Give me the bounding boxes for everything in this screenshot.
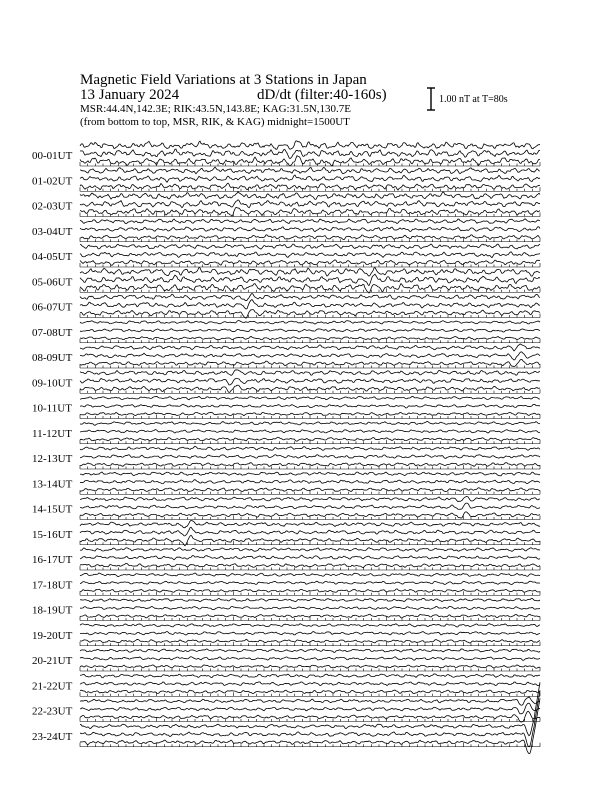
hour-label: 16-17UT bbox=[32, 554, 73, 566]
trace-rik bbox=[80, 227, 540, 232]
hour-label: 10-11UT bbox=[32, 402, 72, 415]
trace-kag bbox=[80, 421, 540, 425]
trace-kag bbox=[80, 293, 540, 300]
hour-label: 07-08UT bbox=[32, 326, 73, 339]
trace-kag bbox=[80, 268, 540, 277]
trace-rik bbox=[80, 631, 540, 635]
hour-label: 15-16UT bbox=[32, 528, 73, 541]
trace-kag bbox=[80, 548, 540, 552]
station-order-note: (from bottom to top, MSR, RIK, & KAG) midnight=1500UT bbox=[80, 116, 350, 128]
hour-label: 05-06UT bbox=[32, 276, 73, 289]
trace-rik bbox=[80, 175, 540, 182]
trace-kag bbox=[80, 396, 540, 399]
trace-rik bbox=[80, 480, 540, 484]
trace-rik bbox=[80, 503, 540, 509]
chart-quantity: dD/dt (filter:40-160s) bbox=[257, 87, 387, 103]
trace-kag bbox=[80, 573, 540, 577]
trace-rik bbox=[80, 555, 540, 560]
hour-label: 21-22UT bbox=[32, 680, 73, 693]
chart-title: Magnetic Field Variations at 3 Stations in Japan bbox=[80, 72, 367, 88]
trace-rik bbox=[80, 455, 540, 459]
trace-rik bbox=[80, 703, 540, 714]
hour-label: 01-02UT bbox=[32, 175, 73, 188]
trace-kag bbox=[80, 141, 540, 149]
hour-label: 12-13UT bbox=[32, 453, 73, 465]
trace-kag bbox=[80, 497, 540, 502]
trace-rik bbox=[80, 378, 540, 385]
hour-label: 00-01UT bbox=[32, 150, 73, 162]
hour-label: 13-14UT bbox=[32, 478, 73, 491]
chart-date: 13 January 2024 bbox=[80, 87, 180, 103]
trace-kag bbox=[80, 649, 540, 653]
hour-label: 22-23UT bbox=[32, 705, 73, 718]
trace-kag bbox=[80, 192, 540, 200]
trace-rik bbox=[80, 606, 540, 609]
trace-rik bbox=[80, 404, 540, 408]
hour-label: 11-12UT bbox=[32, 427, 72, 440]
trace-kag bbox=[80, 598, 540, 601]
trace-kag bbox=[80, 674, 540, 678]
trace-rik bbox=[80, 352, 540, 360]
hour-label: 19-20UT bbox=[32, 629, 73, 642]
hour-label: 17-18UT bbox=[32, 579, 73, 592]
station-coordinates: MSR:44.4N,142.3E; RIK:43.5N,143.8E; KAG:31.5N,130.7E bbox=[80, 103, 352, 115]
trace-kag bbox=[80, 244, 540, 249]
hour-label: 02-03UT bbox=[32, 200, 73, 213]
trace-rik bbox=[80, 300, 540, 310]
trace-kag bbox=[80, 697, 540, 705]
trace-rik bbox=[80, 329, 540, 332]
trace-rik bbox=[80, 430, 540, 433]
hour-label: 18-19UT bbox=[32, 604, 73, 617]
hour-label: 23-24UT bbox=[32, 730, 73, 743]
trace-rik bbox=[80, 682, 540, 686]
trace-rik bbox=[80, 657, 540, 661]
trace-rik bbox=[80, 252, 540, 258]
trace-rik bbox=[80, 149, 540, 158]
trace-kag bbox=[80, 472, 540, 476]
trace-rik bbox=[80, 581, 540, 584]
trace-kag bbox=[80, 370, 540, 376]
hour-label: 08-09UT bbox=[32, 352, 73, 364]
hour-label: 03-04UT bbox=[32, 225, 73, 238]
hour-label: 20-21UT bbox=[32, 655, 73, 667]
hour-label: 09-10UT bbox=[32, 377, 73, 390]
trace-kag bbox=[80, 219, 540, 224]
trace-kag bbox=[80, 520, 540, 527]
hour-label: 14-15UT bbox=[32, 503, 73, 516]
trace-rik bbox=[80, 274, 540, 285]
trace-kag bbox=[80, 320, 540, 324]
trace-kag bbox=[80, 446, 540, 450]
hour-label: 06-07UT bbox=[32, 301, 73, 314]
trace-kag bbox=[80, 344, 540, 351]
hour-label: 04-05UT bbox=[32, 251, 73, 263]
trace-kag bbox=[80, 624, 540, 627]
trace-kag bbox=[80, 167, 540, 174]
trace-rik bbox=[80, 527, 540, 536]
scale-bar-label: 1.00 nT at T=80s bbox=[439, 94, 508, 105]
trace-rik bbox=[80, 200, 540, 208]
